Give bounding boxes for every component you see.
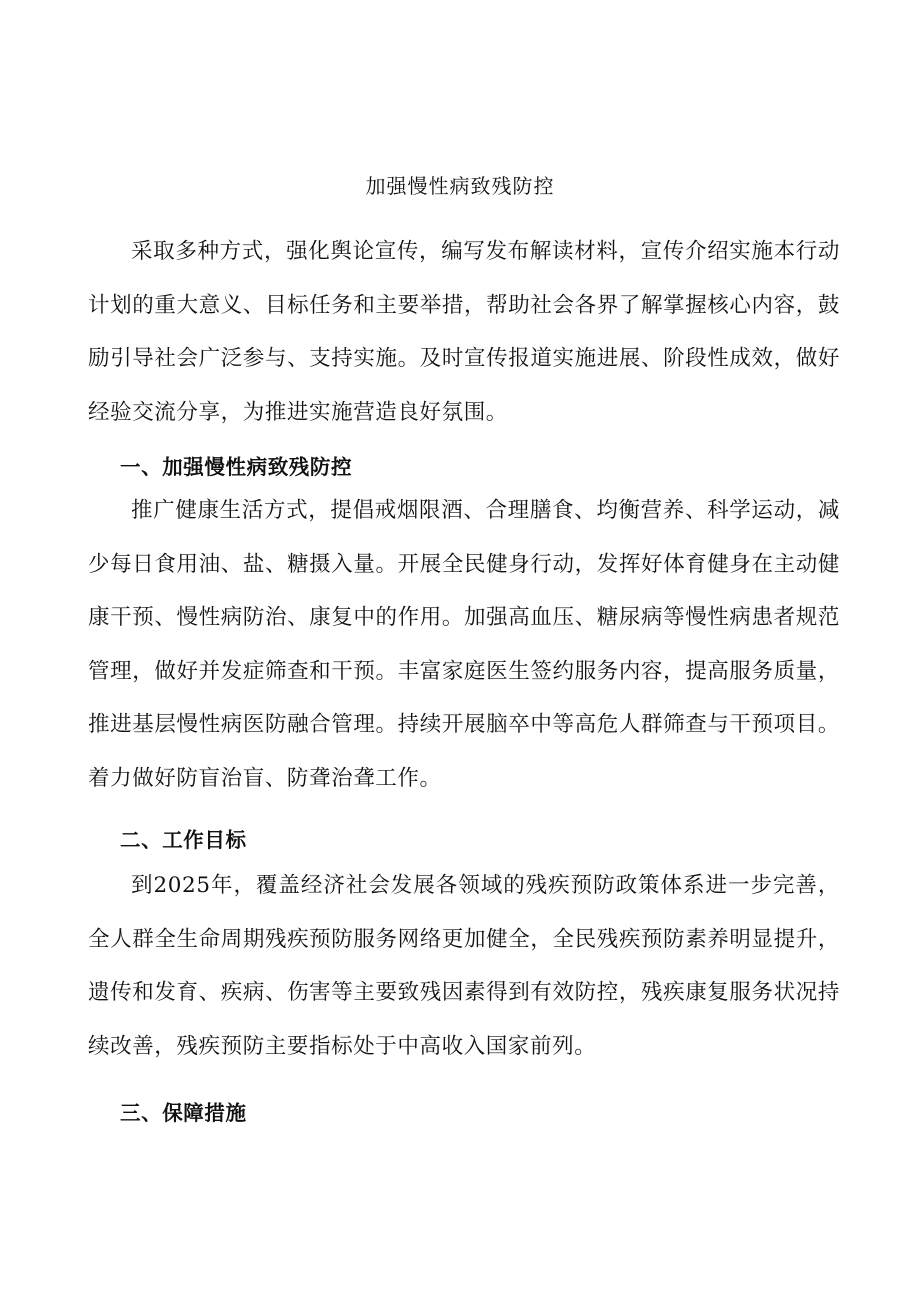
section-body-1: 推广健康生活方式，提倡戒烟限酒、合理膳食、均衡营养、科学运动，减少每日食用油、盐、糖摄入量。开展全民健身行动，发挥好体育健身在主动健康干预、慢性病防治、康复中的作用。加强高血压、糖尿病等慢性病患者规范管理，做好并发症筛查和干预。丰富家庭医生签约服务内容，提高服务质量，推进基层慢性病医防融合管理。持续开展脑卒中等高危人群筛查与干预项目。着力做好防盲治盲、防聋治聋工作。 [88,498,840,791]
section-body-2: 到2025年，覆盖经济社会发展各领域的残疾预防政策体系进一步完善，全人群全生命周期残疾预防服务网络更加健全，全民残疾预防素养明显提升，遗传和发育、疾病、伤害等主要致残因素得到有效防控，残疾康复服务状况持续改善，残疾预防主要指标处于中高收入国家前列。 [88,873,840,1059]
document-title: 加强慢性病致残防控 [365,174,555,198]
intro-paragraph: 采取多种方式，强化舆论宣传，编写发布解读材料，宣传介绍实施本行动计划的重大意义、目标任务和主要举措，帮助社会各界了解掌握核心内容，鼓励引导社会广泛参与、支持实施。及时宣传报道实施进展、阶段性成效，做好经验交流分享，为推进实施营造良好氛围。 [88,239,840,425]
section-heading-2: 二、工作目标 [120,828,247,852]
section-heading-1: 一、加强慢性病致残防控 [120,455,353,479]
section-heading-3: 三、保障措施 [120,1101,247,1125]
